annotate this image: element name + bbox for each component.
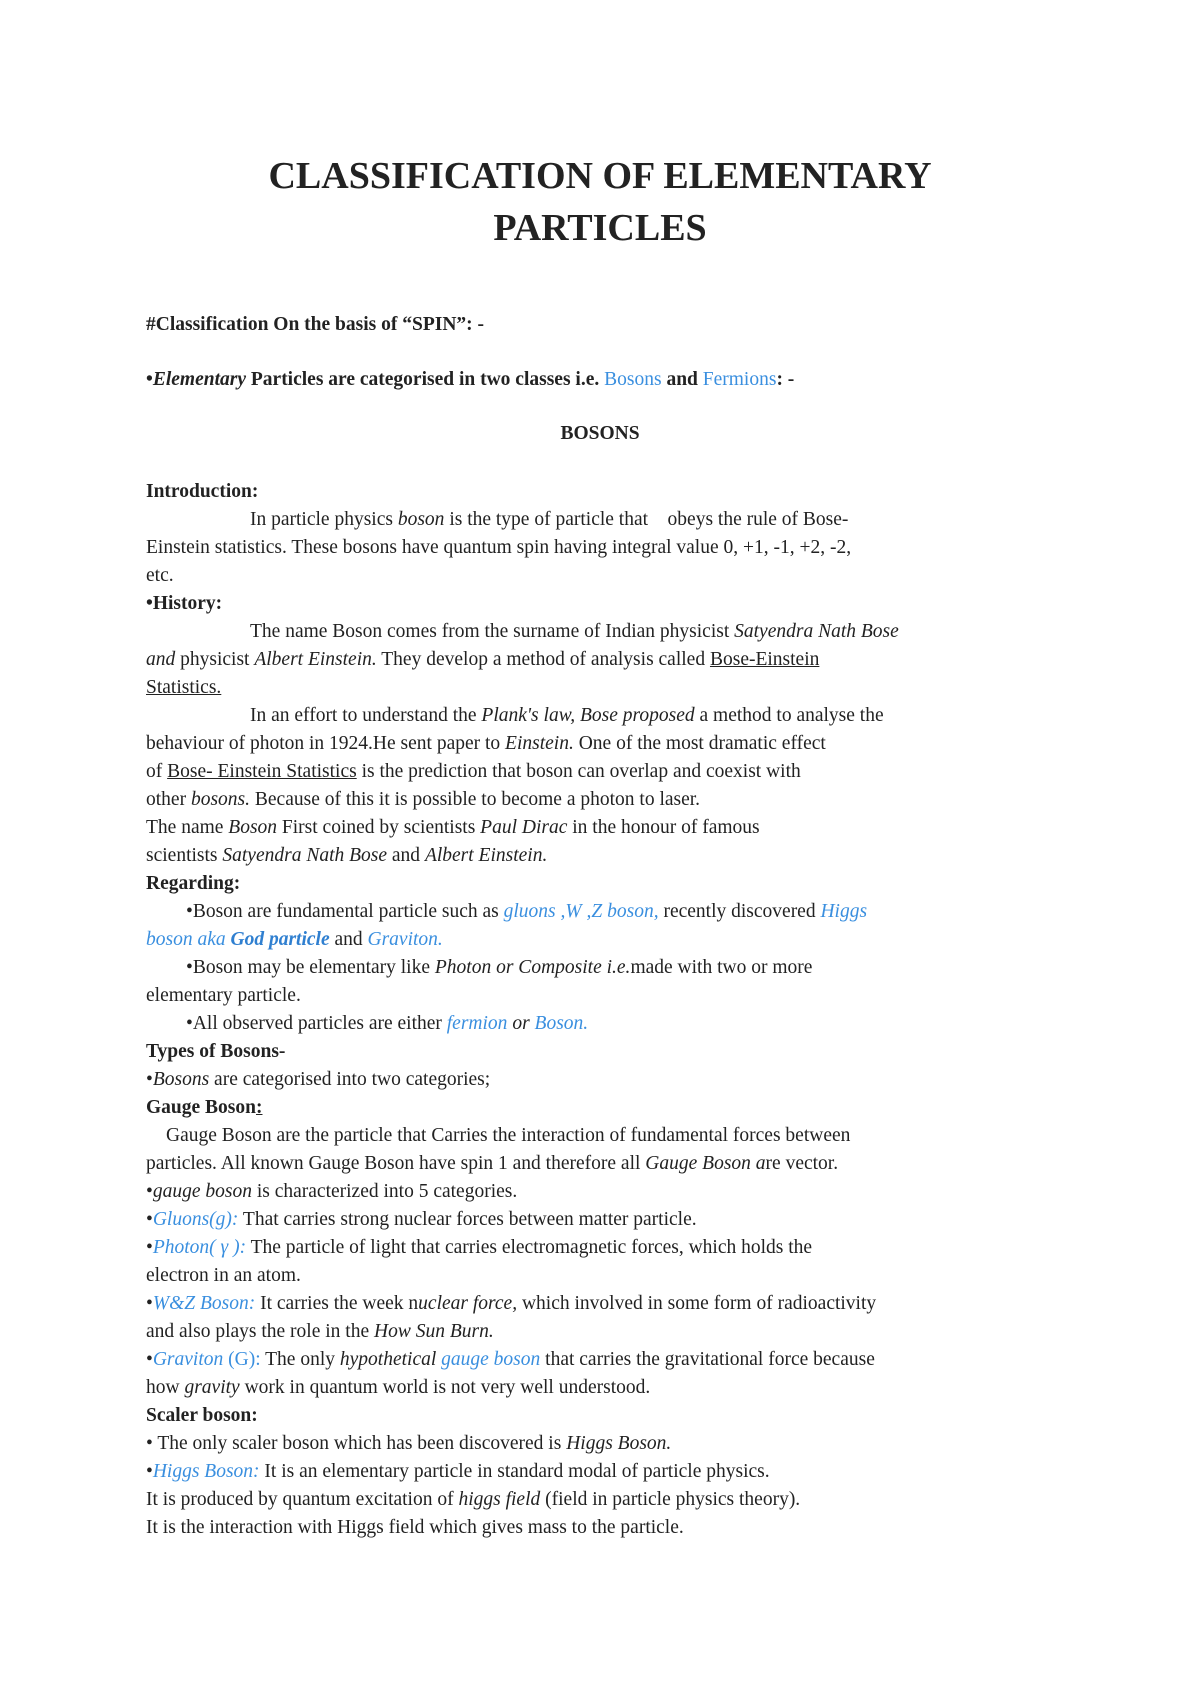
text: work in quantum world is not very well understood.	[239, 1377, 651, 1398]
regarding-bullet-1-line-1	[186, 898, 867, 926]
intro-line-2: Einstein statistics. These bosons have quantum spin having integral value 0, +1, -1, +2, -2,	[146, 537, 852, 558]
boson-aka: boson aka	[146, 929, 231, 950]
einstein-name: Albert Einstein.	[424, 845, 548, 866]
higgs-field-italic: higgs field	[458, 1489, 541, 1510]
text: and	[387, 845, 425, 866]
photon-line-1	[146, 1234, 812, 1262]
gauge-heading-colon: :	[255, 1097, 263, 1118]
photon-composite: Photon or Composite i.e.	[434, 957, 631, 978]
text: It is an elementary particle in standard modal of particle physics.	[259, 1461, 770, 1482]
and-word: and	[661, 369, 703, 390]
text: behaviour of photon in 1924.He sent paper to	[146, 733, 506, 754]
history-p2-line-2	[146, 730, 826, 758]
text: is the prediction that boson can overlap and coexist with	[356, 761, 801, 782]
gauge-line-1: Gauge Boson are the particle that Carries the interaction of fundamental forces between	[166, 1125, 851, 1146]
intro-line-1	[250, 506, 848, 534]
text: •All observed particles are either	[186, 1013, 447, 1034]
fermion-link: fermion	[446, 1013, 508, 1034]
text: of	[146, 761, 168, 782]
text: First coined by scientists	[277, 817, 481, 838]
text: • The only scaler boson which has been discovered is	[146, 1433, 567, 1454]
introduction-heading: Introduction:	[146, 481, 259, 502]
bosons-heading: BOSONS	[560, 423, 640, 444]
gauge-boson-italic: Gauge Boson a	[645, 1153, 766, 1174]
text: made with two or more	[630, 957, 813, 978]
history-p2-line-4	[146, 786, 700, 814]
text: particles. All known Gauge Boson have spin 1 and therefore all	[146, 1153, 646, 1174]
higgs-boson-italic: Higgs Boson.	[566, 1433, 672, 1454]
boson-link: Boson.	[534, 1013, 589, 1034]
scaler-line-4: It is the interaction with Higgs field which gives mass to the particle.	[146, 1517, 684, 1538]
graviton-link: Graviton	[152, 1349, 224, 1370]
text: The name Boson comes from the surname of Indian physicist	[250, 621, 735, 642]
text: how	[146, 1377, 185, 1398]
document-title	[0, 150, 1200, 254]
bullet: •	[146, 1237, 153, 1258]
gluons-link: gluons ,W ,Z boson,	[503, 901, 659, 922]
graviton-symbol: (G):	[223, 1349, 261, 1370]
text: and also plays the role in the	[146, 1321, 374, 1342]
spin-heading: #Classification On the basis of “SPIN”: -	[146, 314, 485, 335]
text: They develop a method of analysis called	[376, 649, 710, 670]
god-particle: God particle	[230, 929, 330, 950]
text: are categorised into two categories;	[209, 1069, 491, 1090]
scaler-line-3	[146, 1486, 800, 1514]
scaler-line-2	[146, 1458, 770, 1486]
text: re vector.	[765, 1153, 839, 1174]
text: which involved in some form of radioactivity	[517, 1293, 877, 1314]
boson-italic: Boson	[228, 817, 278, 838]
text: (field in particle physics theory).	[540, 1489, 801, 1510]
graviton-link: Graviton.	[367, 929, 443, 950]
title-line-1: CLASSIFICATION OF ELEMENTARY	[268, 155, 932, 197]
categorised-line	[146, 366, 794, 394]
gauge-line-2	[146, 1150, 838, 1178]
hypothetical-italic: hypothetical	[339, 1349, 437, 1370]
bose-einstein-link: Bose-Einstein	[709, 649, 820, 670]
fermions-word: Fermions	[702, 369, 777, 390]
planks-law-italic: Plank's law, Bose proposed	[481, 705, 695, 726]
text: •Boson may be elementary like	[186, 957, 435, 978]
history-p1-line-3: Statistics.	[146, 677, 222, 698]
text: In an effort to understand the	[250, 705, 482, 726]
intro-text-2: is the type of particle that obeys the rule of Bose-	[444, 509, 849, 530]
text: that carries the gravitational force because	[540, 1349, 875, 1370]
einstein-name: Albert Einstein.	[254, 649, 377, 670]
bullet: •	[146, 1181, 153, 1202]
bullet: •	[146, 1209, 153, 1230]
elementary-word: Elementary	[152, 369, 246, 390]
photon-link: Photon( γ ):	[152, 1237, 247, 1258]
gauge-line-3	[146, 1178, 517, 1206]
categorised-text: Particles are categorised in two classes i.e.	[246, 369, 605, 390]
higgs-link: Higgs	[820, 901, 868, 922]
history-p2-line-3	[146, 758, 801, 786]
history-heading: •History:	[146, 593, 223, 614]
bose-name: Satyendra Nath Bose	[734, 621, 899, 642]
regarding-bullet-3	[186, 1010, 588, 1038]
bosons-word: Bosons	[604, 369, 662, 390]
boson-italic: boson	[397, 509, 445, 530]
text: scientists	[146, 845, 223, 866]
text: physicist	[175, 649, 255, 670]
bullet: •	[146, 1293, 153, 1314]
bullet: •	[146, 1069, 153, 1090]
bose-name: Satyendra Nath Bose	[222, 845, 388, 866]
history-p2-line-1	[250, 702, 884, 730]
bullet: •	[146, 1461, 153, 1482]
gluons-link: Gluons(g):	[152, 1209, 239, 1230]
text: One of the most dramatic effect	[573, 733, 826, 754]
text: other	[146, 789, 191, 810]
text: The particle of light that carries electromagnetic forces, which holds the	[246, 1237, 813, 1258]
regarding-bullet-2-line-2: elementary particle.	[146, 985, 301, 1006]
types-line	[146, 1066, 490, 1094]
dirac-name: Paul Dirac	[480, 817, 568, 838]
history-p1-line-2	[146, 646, 819, 674]
photon-line-2: electron in an atom.	[146, 1265, 301, 1286]
regarding-bullet-1-line-2	[146, 926, 443, 954]
text: Because of this it is possible to become a photon to laser.	[250, 789, 701, 810]
text: It is produced by quantum excitation of	[146, 1489, 459, 1510]
gravity-italic: gravity	[184, 1377, 240, 1398]
gauge-heading	[146, 1094, 262, 1122]
categorised-tail: : -	[776, 369, 795, 390]
nuclear-force-italic: uclear force,	[418, 1293, 518, 1314]
text: and	[329, 929, 368, 950]
title-line-2: PARTICLES	[493, 207, 707, 249]
wz-boson-link: W&Z Boson:	[152, 1293, 256, 1314]
text: It carries the week n	[255, 1293, 419, 1314]
gauge-heading-text: Gauge Boson	[146, 1097, 256, 1118]
history-p3-line-1	[146, 814, 760, 842]
text: a method to analyse the	[694, 705, 884, 726]
wz-line-2	[146, 1318, 494, 1346]
intro-line-3: etc.	[146, 565, 174, 586]
how-sun-burn: How Sun Burn.	[373, 1321, 494, 1342]
text: is characterized into 5 categories.	[251, 1181, 518, 1202]
scaler-heading: Scaler boson:	[146, 1405, 258, 1426]
einstein-italic: Einstein.	[505, 733, 574, 754]
higgs-boson-link: Higgs Boson:	[152, 1461, 260, 1482]
bosons-italic: bosons.	[190, 789, 251, 810]
text: That carries strong nuclear forces between matter particle.	[238, 1209, 697, 1230]
gauge-boson-link: gauge boson	[436, 1349, 541, 1370]
wz-line-1	[146, 1290, 876, 1318]
graviton-line-2	[146, 1374, 650, 1402]
types-heading: Types of Bosons-	[146, 1041, 286, 1062]
gluons-line	[146, 1206, 697, 1234]
text: in the honour of famous	[567, 817, 760, 838]
gauge-boson-italic: gauge boson	[152, 1181, 252, 1202]
text: •Boson are fundamental particle such as	[186, 901, 504, 922]
history-p3-line-2	[146, 842, 547, 870]
text: or	[507, 1013, 535, 1034]
bose-einstein-statistics: Bose- Einstein Statistics	[167, 761, 357, 782]
text: The name	[146, 817, 229, 838]
history-p1-line-1	[250, 618, 899, 646]
bullet: •	[146, 1349, 153, 1370]
text: recently discovered	[658, 901, 821, 922]
regarding-bullet-2-line-1	[186, 954, 812, 982]
and-italic: and	[146, 649, 176, 670]
graviton-line-1	[146, 1346, 875, 1374]
intro-text: In particle physics	[250, 509, 398, 530]
text: The only	[260, 1349, 340, 1370]
regarding-heading: Regarding:	[146, 873, 241, 894]
scaler-line-1	[146, 1430, 671, 1458]
bullet: •	[146, 369, 153, 390]
bosons-italic: Bosons	[152, 1069, 210, 1090]
